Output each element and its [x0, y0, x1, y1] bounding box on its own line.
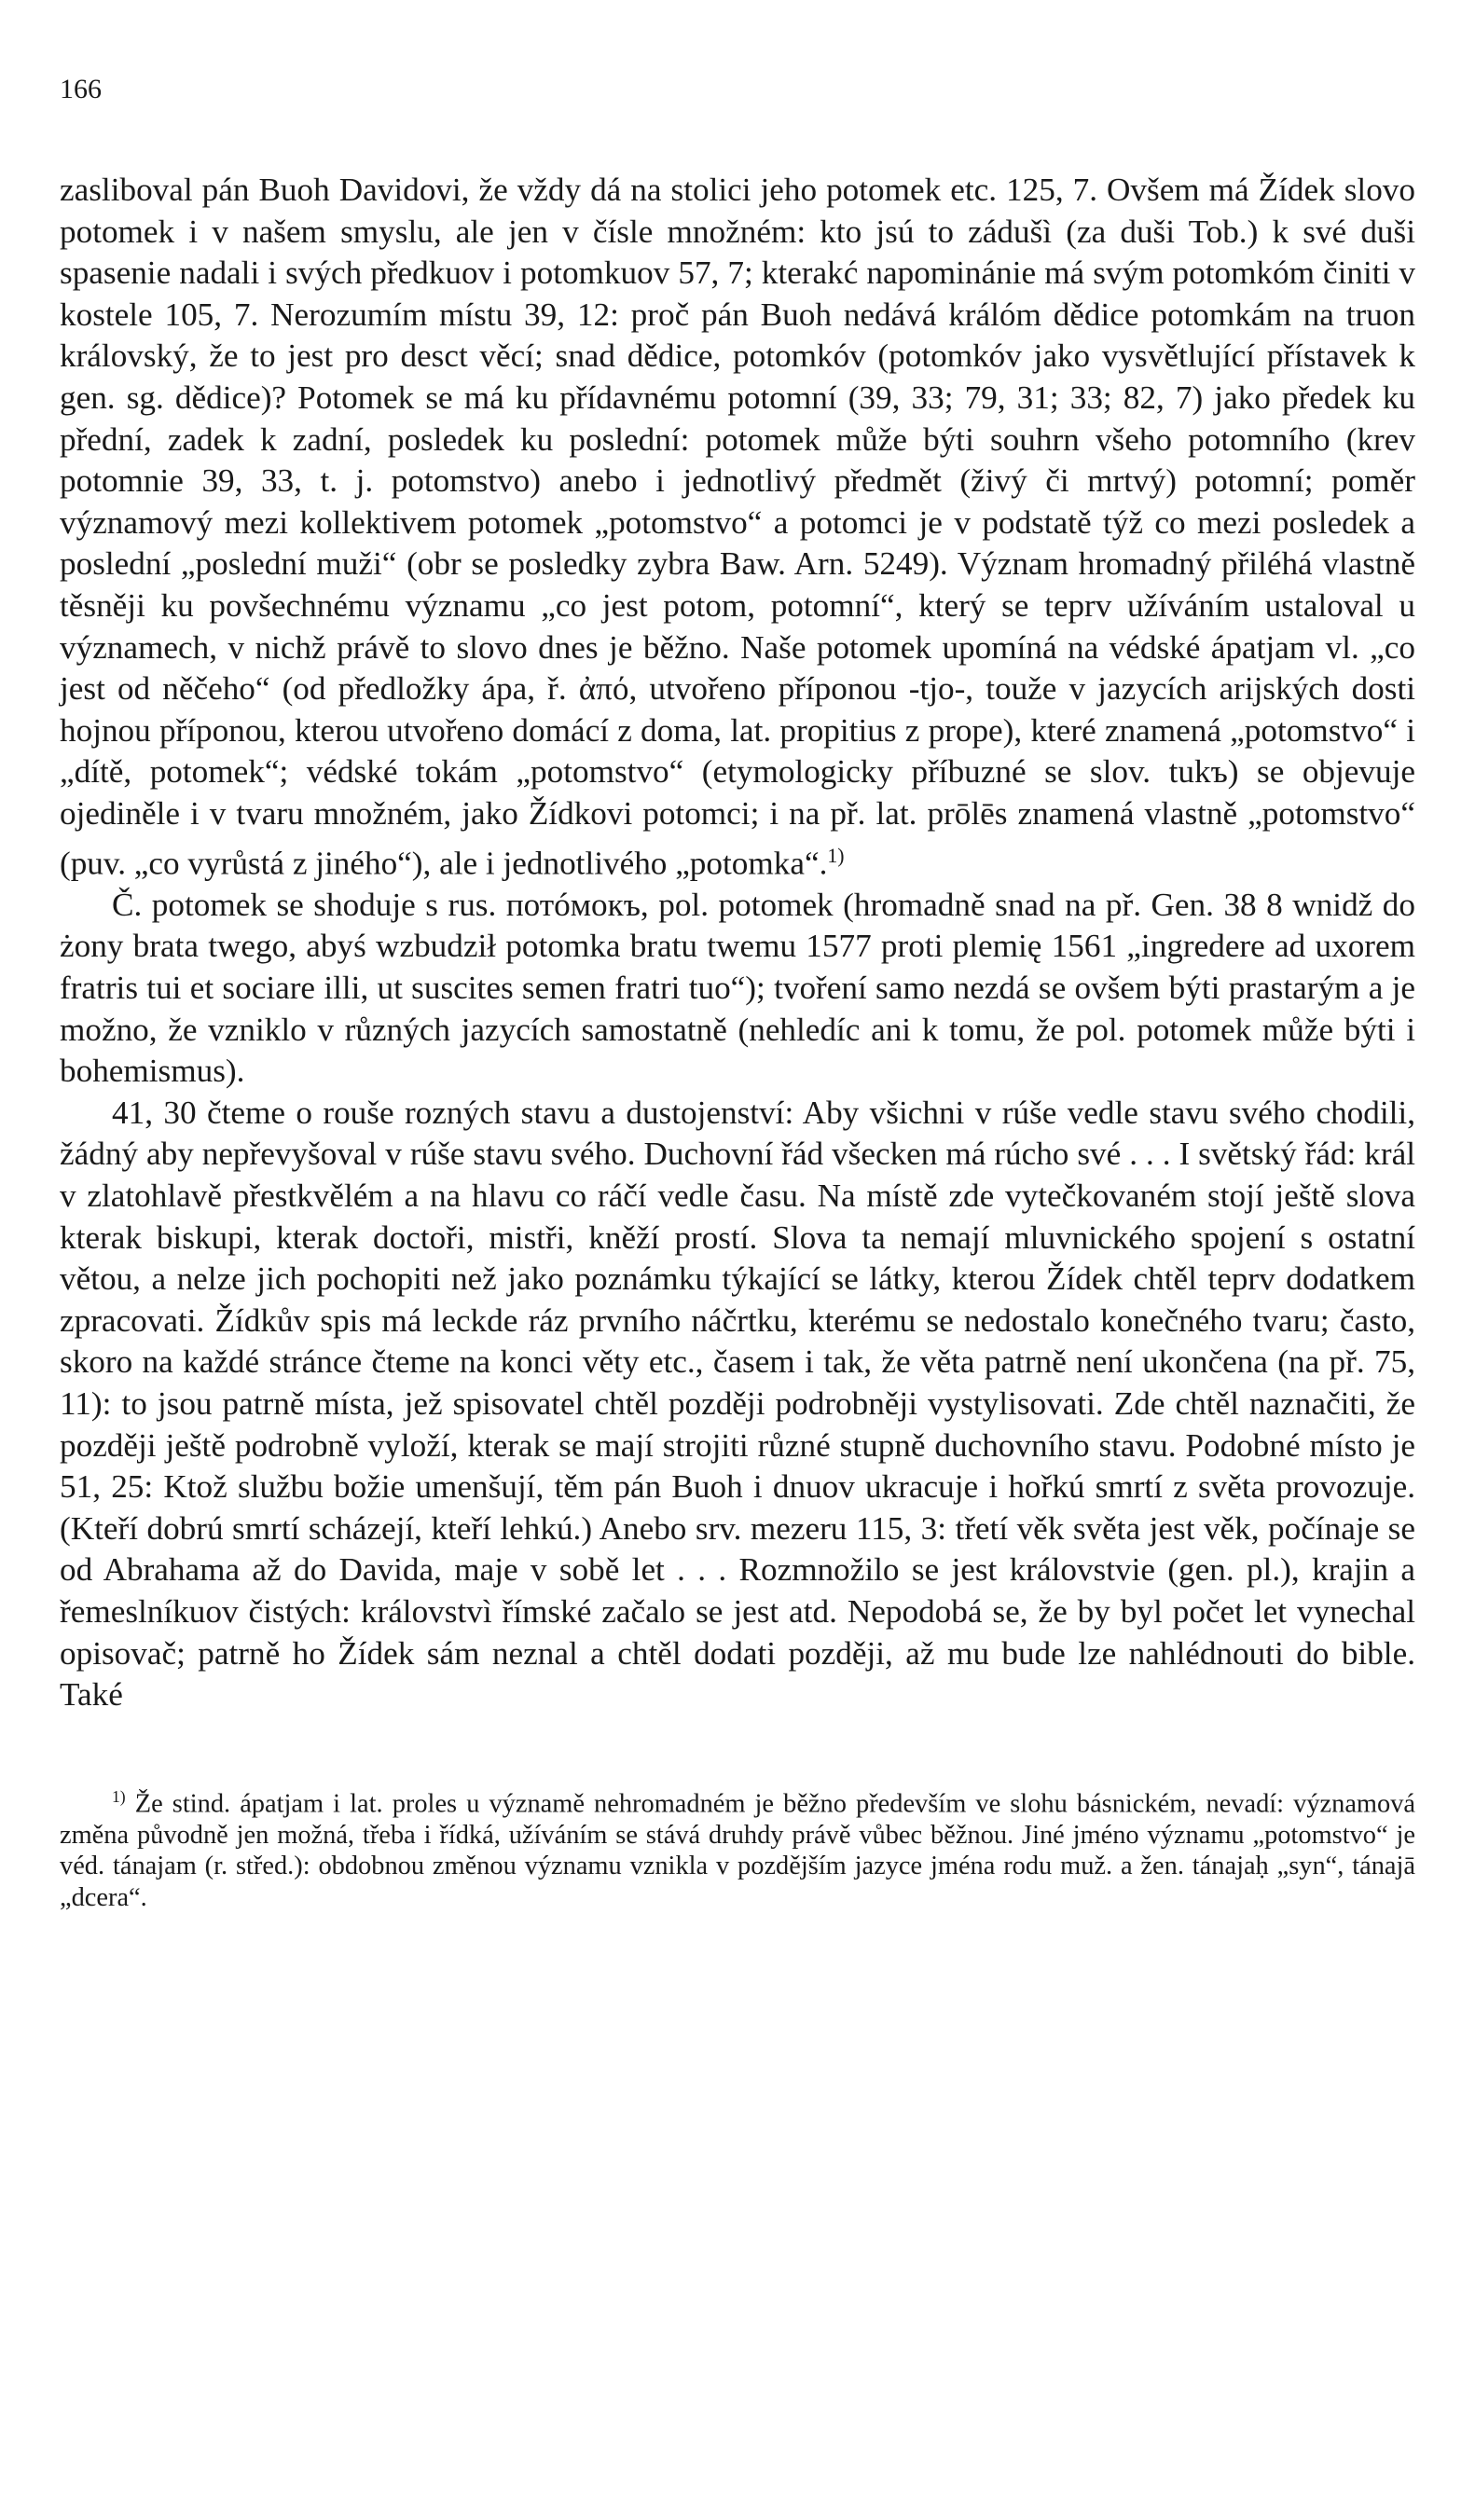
paragraph-3: 41, 30 čteme o rouše rozných stavu a dustojenství: Aby všichni v rúše vedle stavu svého chodili, žádný aby nepřevyšoval v rúše stavu svého. Duchovní řád všecken má rúcho své . . . I světský řád: král v zlatohlavě přestkvělém a na hlavu co ráčí vedle času. Na místě zde vytečkovaném stojí ještě slova kterak biskupi, kterak doctoři, mistři, kněží prostí. Slova ta nemají mluvnického spojení s ostatní větou, a nelze jich pochopiti než jako poznámku týkající se látky, kterou Žídek chtěl teprv dodatkem zpracovati. Žídkův spis má leckde ráz prvního náčrtku, kterému se nedostalo konečného tvaru; často, skoro na každé stránce čteme na konci věty etc., časem i tak, že věta patrně není ukončena (na př. 75, 11): to jsou patrně místa, jež spisovatel chtěl později podrobněji vystylisovati. Zde chtěl naznačiti, že později ještě podrobně vyloží, kterak se mají strojiti různé stupně duchovního stavu. Podobné místo je 51, 25: Ktož službu božie umenšují, těm pán Buoh i dnuov ukracuje i hořkú smrtí z světa provozuje. (Kteří dobrú smrtí scházejí, kteří lehkú.) Anebo srv. mezeru 115, 3: třetí věk světa jest věk, počínaje se od Abrahama až do Davida, maje v sobě let . . . Rozmnožilo se jest královstvie (gen. pl.), krajin a řemeslníkuov čistých: královstvì římské začalo se jest atd. Nepodobá se, že by byl počet let vynechal opisovač; patrně ho Žídek sám neznal a chtěl dodati později, až mu bude lze nahlédnouti do bible. Také	[60, 1094, 1415, 1714]
paragraph-2: Č. potomek se shoduje s rus. потóмокъ, pol. potomek (hromadně snad na př. Gen. 38 8 wnidž do żony brata twego, abyś wzbudził potomka bratu twemu 1577 proti plemię 1561 „ingredere ad uxorem fratris tui et sociare illi, ut suscites semen fratri tuo“); tvoření samo nezdá se ovšem býti prastarým a je možno, že vzniklo v různých jazycích samostatně (nehledíc ani k tomu, že pol. potomek může býti i bohemismus).	[60, 886, 1415, 1090]
document-page	[60, 73, 1415, 1914]
body-text	[60, 170, 1415, 1716]
footnote	[60, 1782, 1415, 1914]
paragraph-1	[60, 170, 1415, 885]
footnote-text: Že stind. ápatjam i lat. proles u významě nehromadném je běžno především ve slohu básnickém, nevadí: významová změna původně jen možná, třeba i řídká, užíváním se stává druhdy právě vůbec běžnou. Jiné jméno významu „potomstvo“ je véd. tánajam (r. střed.): obdobnou změnou významu vznikla v pozdějším jazyce jména rodu muž. a žen. tánajaḥ „syn“, tánajā „dcera“.	[60, 1789, 1416, 1912]
paragraph-1-text: zasliboval pán Buoh Davidovi, že vždy dá na stolici jeho potomek etc. 125, 7. Ovšem má Žídek slovo potomek i v našem smyslu, ale jen v čísle množném: kto jsú to zádušì (za duši Tob.) k své duši spasenie nadali i svých předkuov i potomkuov 57, 7; kterakć napominánie má svým potomkóm činiti v kostele 105, 7. Nerozumím místu 39, 12: proč pán Buoh nedává králóm dědice potomkám na truon královský, že to jest pro desct věcí; snad dědice, potomkóv (potomkóv jako vysvětlující přístavek k gen. sg. dědice)? Potomek se má ku přídavnému potomní (39, 33; 79, 31; 33; 82, 7) jako předek ku přední, zadek k zadní, posledek ku poslední: potomek může býti souhrn všeho potomního (krev potomnie 39, 33, t. j. potomstvo) anebo i jednotlivý předmět (živý či mrtvý) potomní; poměr významový mezi kollektivem potomek „potomstvo“ a potomci je v podstatě týž co mezi posledek a poslední „poslední muži“ (obr se posledky zybra Baw. Arn. 5249). Význam hromadný přiléhá vlastně těsněji ku povšechnému významu „co jest potom, potomní“, který se teprv užíváním ustaloval u významech, v nichž právě to slovo dnes je běžno. Naše potomek upomíná na védské ápatjam vl. „co jest od něčeho“ (od předložky ápa, ř. ἀπό, utvořeno příponou -tjo-, touže v jazycích arijských dosti hojnou příponou, kterou utvořeno domácí z doma, lat. propitius z prope), které znamená „potomstvo“ i „dítě, potomek“; védské tokám „potomstvo“ (etymologicky příbuzné se slov. tukъ) se objevuje ojediněle i v tvaru množném, jako Žídkovi potomci; i na př. lat. prōlēs znamená vlastně „potomstvo“ (puv. „co vyrůstá z jiného“), ale i jednotlivého „potomka“.	[60, 172, 1415, 882]
footnote-marker: 1)	[112, 1786, 126, 1806]
page-number: 166	[60, 74, 102, 104]
footnote-reference[interactable]: 1)	[827, 844, 845, 867]
